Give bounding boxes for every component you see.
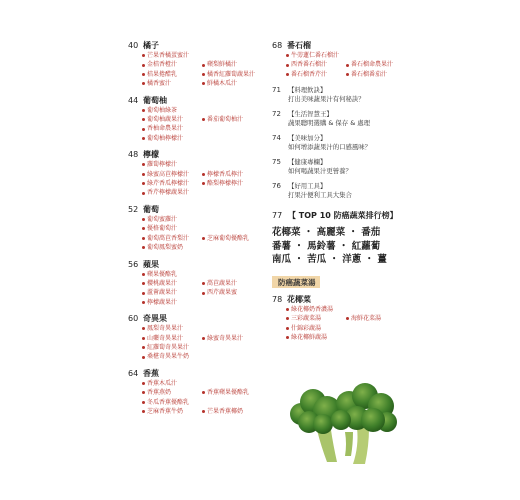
- recipe-row: [142, 179, 266, 188]
- recipe-section: [128, 95, 266, 144]
- page-number: 72: [272, 110, 281, 119]
- recipe-row: [142, 279, 266, 288]
- bullet-icon: [286, 64, 289, 67]
- recipe-item: [142, 270, 177, 279]
- recipe-item: [142, 51, 189, 60]
- recipe-section: [128, 40, 266, 89]
- bullet-icon: [202, 237, 205, 240]
- section-name: 橘子: [143, 41, 159, 50]
- recipe-name: 紅蘿蔔奇異果汁: [147, 343, 190, 351]
- section-title: [272, 40, 502, 51]
- bullet-icon: [142, 227, 145, 230]
- bullet-icon: [286, 73, 289, 76]
- tip-label: 【健康專欄】: [288, 158, 327, 167]
- recipe-name: 葡萄萵苣香梨汁: [147, 234, 190, 242]
- recipe-name: 葡萄蜜蘿汁: [147, 215, 178, 223]
- recipe-item: [142, 170, 202, 179]
- section-title: [128, 40, 266, 51]
- recipe-item: [202, 407, 243, 416]
- tip-label: 【好用工具】: [288, 182, 327, 191]
- bullet-icon: [142, 391, 145, 394]
- page-number: 77: [272, 211, 283, 221]
- recipe-name: 蘋梨鮮橘汁: [207, 61, 238, 69]
- bullet-icon: [346, 73, 349, 76]
- recipe-name: 番茄葡萄柚汁: [207, 116, 244, 124]
- bullet-icon: [142, 192, 145, 195]
- recipe-row: [142, 106, 266, 115]
- recipe-name: 西香番石榴汁: [291, 61, 328, 69]
- tip-label: 【美味加分】: [288, 134, 327, 143]
- tip-entry: [272, 157, 502, 176]
- recipe-name: 香柚命農果汁: [147, 125, 184, 133]
- bullet-icon: [286, 308, 289, 311]
- recipe-name: 優格葡萄汁: [147, 225, 178, 233]
- recipe-name: 桔果捲醋乳: [147, 70, 178, 78]
- page-number: 74: [272, 134, 281, 143]
- recipe-item: [142, 60, 202, 69]
- soup-banner: 防癌蔬菜湯: [272, 276, 320, 288]
- recipe-name: 葡萄柚綠茶: [147, 106, 178, 114]
- recipe-item: [142, 352, 189, 361]
- bullet-icon: [142, 182, 145, 185]
- recipe-name: 綠蜜高苣檸檬汁: [147, 170, 190, 178]
- recipe-item: [286, 70, 346, 79]
- recipe-item: [142, 379, 177, 388]
- page-number: 68: [272, 41, 283, 50]
- recipe-item: [202, 79, 237, 88]
- bullet-icon: [142, 237, 145, 240]
- section-name: 蘋果: [143, 259, 159, 269]
- recipe-section: [128, 204, 266, 253]
- bullet-icon: [286, 336, 289, 339]
- recipe-row: [142, 188, 266, 197]
- recipe-row: [142, 51, 266, 60]
- recipe-item: [142, 134, 183, 143]
- section-name: 花椰菜: [287, 294, 311, 304]
- recipe-row: [142, 243, 266, 252]
- bullet-icon: [142, 401, 145, 404]
- recipe-item: [286, 60, 346, 69]
- bullet-icon: [142, 218, 145, 221]
- section-title: [128, 313, 266, 324]
- section-title: [272, 294, 502, 305]
- recipe-row: [142, 288, 266, 297]
- recipe-name: 山藥奇異果汁: [147, 334, 184, 342]
- bullet-icon: [202, 173, 205, 176]
- recipe-item: [202, 334, 243, 343]
- tip-description: 打出美味蔬果汁有何秘訣？: [288, 95, 365, 104]
- recipe-item: [142, 243, 183, 252]
- recipe-row: [142, 70, 266, 79]
- recipe-item: [142, 398, 189, 407]
- section-name: 葡萄柚: [143, 95, 167, 105]
- bullet-icon: [142, 301, 145, 304]
- bullet-icon: [346, 64, 349, 67]
- recipe-name: 鮮橘木瓜汁: [207, 80, 238, 88]
- recipe-name: 芝麻葡萄優酪乳: [207, 234, 250, 242]
- vegetable-line: 番薯 ・ 馬鈴薯 ・ 紅蘿蔔: [272, 240, 381, 252]
- recipe-name: 櫻桃蔬果汁: [147, 279, 178, 287]
- recipe-row: [142, 124, 266, 133]
- bullet-icon: [202, 410, 205, 413]
- recipe-row: [142, 398, 266, 407]
- bullet-icon: [202, 64, 205, 67]
- vegetable-line: 花椰菜 ・ 高麗菜 ・ 番茄: [272, 227, 381, 239]
- recipe-name: 海鮮花菜湯: [351, 315, 382, 323]
- left-column: [128, 40, 266, 422]
- page-number: 76: [272, 182, 281, 191]
- page-number: 71: [272, 86, 281, 95]
- recipe-item: [202, 60, 237, 69]
- recipe-name: 綠蜜奇異果汁: [207, 334, 244, 342]
- top10-heading: [272, 210, 502, 222]
- bullet-icon: [202, 182, 205, 185]
- recipe-item: [142, 343, 189, 352]
- section-name: 檸檬: [143, 150, 159, 160]
- page-number: 78: [272, 294, 283, 304]
- recipe-name: 香芹檸檬蔬果汁: [147, 189, 190, 197]
- recipe-row: [142, 270, 266, 279]
- page-number: 75: [272, 158, 281, 167]
- recipe-name: 金桔香橙汁: [147, 61, 178, 69]
- section-name: 香蕉: [143, 368, 159, 378]
- vegetable-line: 南瓜 ・ 苦瓜 ・ 洋蔥 ・ 薑: [272, 254, 387, 266]
- recipe-name: 綠花椰鮮蔬湯: [291, 333, 328, 341]
- bullet-icon: [142, 410, 145, 413]
- recipe-row: [142, 170, 266, 179]
- section-title: [128, 95, 266, 106]
- bullet-icon: [142, 64, 145, 67]
- recipe-item: [142, 334, 202, 343]
- recipe-name: 西芹蔬果蜜: [207, 289, 238, 297]
- recipe-row: [286, 305, 502, 314]
- tip-description: 如何喝蔬果汁更營養？: [288, 167, 352, 176]
- tip-entry: [272, 133, 502, 152]
- recipe-item: [142, 288, 202, 297]
- bullet-icon: [142, 327, 145, 330]
- recipe-row: [286, 324, 502, 333]
- bullet-icon: [286, 54, 289, 57]
- recipe-row: [286, 333, 502, 342]
- recipe-item: [346, 70, 387, 79]
- tip-heading: [272, 157, 502, 167]
- bullet-icon: [202, 73, 205, 76]
- bullet-icon: [142, 54, 145, 57]
- recipe-row: [142, 407, 266, 416]
- tip-label: 【料理飲訣】: [288, 86, 327, 95]
- tip-entry: [272, 85, 502, 104]
- tip-label: 【生活智慧王】: [288, 110, 333, 119]
- recipe-row: [142, 234, 266, 243]
- recipe-item: [142, 188, 189, 197]
- recipe-name: 綠花椰奶香濃湯: [291, 305, 334, 313]
- recipe-item: [142, 279, 202, 288]
- tip-heading: [272, 109, 502, 119]
- recipe-row: [286, 51, 502, 60]
- bullet-icon: [142, 337, 145, 340]
- recipe-row: [286, 314, 502, 323]
- recipe-name: 三彩蔬菜湯: [291, 315, 322, 323]
- tip-heading: [272, 181, 502, 191]
- recipe-item: [142, 234, 202, 243]
- section-name: 番石榴: [287, 41, 311, 50]
- recipe-row: [142, 115, 266, 124]
- recipe-item: [286, 314, 346, 323]
- recipe-item: [202, 70, 255, 79]
- recipe-row: [142, 160, 266, 169]
- recipe-name: 芝麻香蕉牛奶: [147, 407, 184, 415]
- recipe-name: 綠芹香瓜檸檬汁: [147, 180, 190, 188]
- recipe-item: [142, 324, 183, 333]
- recipe-item: [286, 305, 333, 314]
- tip-description: 打果汁便利工具大集合: [288, 191, 352, 200]
- recipe-name: 蘆薈蔬果汁: [147, 289, 178, 297]
- bullet-icon: [142, 163, 145, 166]
- recipe-name: 香蕉燕奶: [147, 389, 172, 397]
- recipe-name: 蘿蔔檸檬汁: [147, 161, 178, 169]
- top10-title: 【 TOP 10 防癌蔬菜排行榜】: [288, 211, 398, 221]
- bullet-icon: [286, 327, 289, 330]
- tip-entry: [272, 109, 502, 128]
- recipe-item: [142, 106, 177, 115]
- bullet-icon: [142, 292, 145, 295]
- recipe-name: 冬瓜香蕉優酪乳: [147, 398, 190, 406]
- section-name: 奇異果: [143, 314, 167, 324]
- tip-description: 如何增添蔬果汁的口感風味？: [288, 143, 372, 152]
- bullet-icon: [142, 82, 145, 85]
- bullet-icon: [142, 128, 145, 131]
- recipe-row: [286, 70, 502, 79]
- recipe-item: [142, 407, 202, 416]
- recipe-name: 葡萄柚檸檬汁: [147, 134, 184, 142]
- bullet-icon: [202, 337, 205, 340]
- recipe-name: 什錦彩蔬湯: [291, 324, 322, 332]
- bullet-icon: [142, 346, 145, 349]
- recipe-item: [202, 179, 243, 188]
- recipe-row: [142, 379, 266, 388]
- page-number: 64: [128, 368, 139, 378]
- broccoli-image: [287, 380, 399, 468]
- bullet-icon: [142, 382, 145, 385]
- bullet-icon: [142, 282, 145, 285]
- recipe-row: [142, 224, 266, 233]
- recipe-section: [272, 40, 502, 79]
- section-title: [128, 259, 266, 270]
- page-number: 60: [128, 314, 139, 324]
- recipe-row: [142, 388, 266, 397]
- recipe-item: [142, 215, 177, 224]
- recipe-row: [142, 352, 266, 361]
- recipe-name: 香蕉蘋果優酪乳: [207, 389, 250, 397]
- page-number: 56: [128, 259, 139, 269]
- bullet-icon: [142, 109, 145, 112]
- recipe-name: 橘香蜜汁: [147, 80, 172, 88]
- recipe-name: 桑椹奇異果牛奶: [147, 353, 190, 361]
- recipe-name: 番石榴命農果汁: [351, 61, 394, 69]
- recipe-section: [128, 259, 266, 308]
- recipe-row: [142, 215, 266, 224]
- recipe-row: [142, 334, 266, 343]
- bullet-icon: [142, 246, 145, 249]
- recipe-name: 蘋果優酪乳: [147, 270, 178, 278]
- bullet-icon: [202, 82, 205, 85]
- recipe-item: [142, 160, 177, 169]
- section-name: 葡萄: [143, 204, 159, 214]
- bullet-icon: [142, 273, 145, 276]
- tip-heading: [272, 133, 502, 143]
- recipe-name: 葡萄鳳梨蜜奶: [147, 244, 184, 252]
- recipe-row: [142, 343, 266, 352]
- recipe-name: 香蕉木瓜汁: [147, 379, 178, 387]
- recipe-name: 檸檬香瓜檸汁: [207, 170, 244, 178]
- recipe-item: [142, 70, 202, 79]
- recipe-item: [142, 115, 202, 124]
- page-number: 44: [128, 95, 139, 105]
- section-title: [128, 204, 266, 215]
- recipe-row: [142, 79, 266, 88]
- bullet-icon: [202, 118, 205, 121]
- bullet-icon: [142, 356, 145, 359]
- recipe-item: [346, 60, 393, 69]
- recipe-row: [142, 134, 266, 143]
- page-number: 52: [128, 204, 139, 214]
- recipe-item: [202, 115, 243, 124]
- recipe-name: 葡萄柚蔬果汁: [147, 116, 184, 124]
- recipe-item: [286, 324, 321, 333]
- bullet-icon: [346, 317, 349, 320]
- page-number: 48: [128, 150, 139, 160]
- right-column: [272, 40, 502, 348]
- recipe-item: [202, 234, 249, 243]
- recipe-row: [142, 324, 266, 333]
- recipe-section: [128, 149, 266, 198]
- recipe-name: 芒果香蕉椰奶: [207, 407, 244, 415]
- recipe-item: [142, 298, 177, 307]
- tip-description: 蔬果聰明選購 & 保存 & 處理: [288, 119, 370, 128]
- recipe-item: [202, 288, 237, 297]
- recipe-row: [142, 298, 266, 307]
- section-title: [128, 368, 266, 379]
- section-title: [128, 149, 266, 160]
- recipe-name: 牛蒡蓮仁番石榴汁: [291, 52, 340, 59]
- recipe-name: 酪梨檸檬檸汁: [207, 180, 244, 188]
- bullet-icon: [142, 137, 145, 140]
- page-number: 40: [128, 41, 139, 50]
- recipe-name: 番石榴香芹汁: [291, 70, 328, 78]
- recipe-item: [202, 170, 243, 179]
- recipe-name: 番石榴番茄汁: [351, 70, 388, 78]
- recipe-name: 鳳梨奇異果汁: [147, 325, 184, 333]
- recipe-item: [286, 333, 327, 342]
- recipe-item: [142, 79, 202, 88]
- recipe-row: [286, 60, 502, 69]
- tip-entry: [272, 181, 502, 200]
- recipe-name: 芒果香橘蛋蜜汁: [147, 52, 190, 59]
- recipe-item: [142, 124, 183, 133]
- vegetable-list: [272, 226, 502, 267]
- recipe-section: [128, 368, 266, 417]
- recipe-item: [142, 388, 202, 397]
- recipe-item: [142, 179, 202, 188]
- bullet-icon: [142, 173, 145, 176]
- recipe-name: 橘香紅蘿蔔蔬果汁: [207, 70, 256, 78]
- tip-heading: [272, 85, 502, 95]
- recipe-section: [272, 294, 502, 343]
- recipe-row: [142, 60, 266, 69]
- recipe-item: [346, 314, 381, 323]
- bullet-icon: [202, 282, 205, 285]
- recipe-item: [286, 51, 339, 60]
- recipe-name: 萵苣蔬果汁: [207, 279, 238, 287]
- recipe-name: 檸檬蔬果汁: [147, 298, 178, 306]
- bullet-icon: [202, 292, 205, 295]
- recipe-item: [142, 224, 177, 233]
- bullet-icon: [142, 73, 145, 76]
- bullet-icon: [202, 391, 205, 394]
- recipe-section: [128, 313, 266, 362]
- bullet-icon: [142, 118, 145, 121]
- recipe-item: [202, 388, 249, 397]
- bullet-icon: [286, 317, 289, 320]
- recipe-item: [202, 279, 237, 288]
